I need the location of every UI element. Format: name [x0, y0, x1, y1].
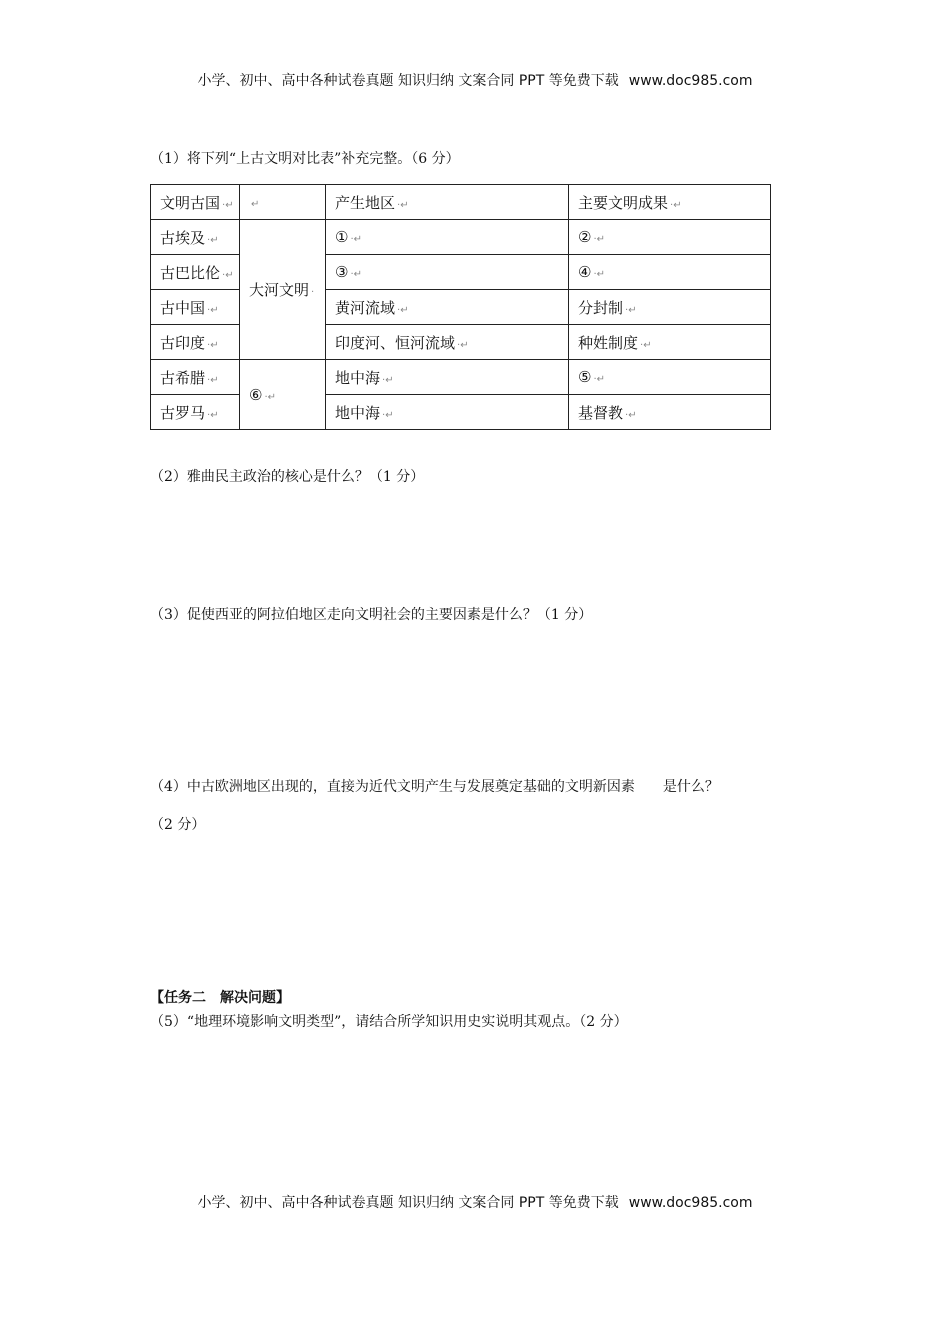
footer-url[interactable]: www.doc985.com: [628, 1195, 753, 1211]
page-header: [0, 70, 950, 90]
country-cell: 古罗马 ·↵: [151, 395, 240, 430]
achievement-cell: 分封制 ·↵: [569, 290, 771, 325]
civilization-table: [150, 184, 771, 430]
page-footer: [0, 1192, 950, 1212]
header-country: 文明古国 ·↵: [151, 185, 240, 220]
achievement-cell: ④ ·↵: [569, 255, 771, 290]
country-cell: 古中国 ·↵: [151, 290, 240, 325]
group-river-civilization: 大河文明 ·: [240, 220, 326, 360]
achievement-cell: 基督教 ·↵: [569, 395, 771, 430]
region-cell: 地中海 ·↵: [326, 360, 569, 395]
table-row: [151, 360, 771, 395]
group-blank-6: ⑥ ·↵: [240, 360, 326, 430]
region-cell: 印度河、恒河流域 ·↵: [326, 325, 569, 360]
task-2-heading: 【任务二 解决问题】: [150, 990, 290, 1006]
question-5: （5）“地理环境影响文明类型”，请结合所学知识用史实说明其观点。（2 分）: [150, 1014, 628, 1030]
achievement-cell: ⑤ ·↵: [569, 360, 771, 395]
header-region: 产生地区 ·↵: [326, 185, 569, 220]
table-header-row: [151, 185, 771, 220]
header-type: ↵: [240, 185, 326, 220]
country-cell: 古印度 ·↵: [151, 325, 240, 360]
header-achievement: 主要文明成果 ·↵: [569, 185, 771, 220]
question-4: （4）中古欧洲地区出现的，直接为近代文明产生与发展奠定基础的文明新因素 是什么？: [150, 779, 719, 795]
achievement-cell: ② ·↵: [569, 220, 771, 255]
question-3: （3）促使西亚的阿拉伯地区走向文明社会的主要因素是什么？（1 分）: [150, 607, 593, 623]
header-url[interactable]: www.doc985.com: [628, 73, 753, 89]
region-cell: ③ ·↵: [326, 255, 569, 290]
achievement-cell: 种姓制度 ·↵: [569, 325, 771, 360]
question-4-score: （2 分）: [150, 817, 206, 833]
country-cell: 古埃及 ·↵: [151, 220, 240, 255]
region-cell: 黄河流域 ·↵: [326, 290, 569, 325]
question-1: （1）将下列“上古文明对比表”补充完整。（6 分）: [150, 151, 460, 167]
header-text: 小学、初中、高中各种试卷真题 知识归纳 文案合同 PPT 等免费下载: [197, 73, 619, 89]
question-2: （2）雅曲民主政治的核心是什么？（1 分）: [150, 469, 425, 485]
country-cell: 古巴比伦 ·↵: [151, 255, 240, 290]
country-cell: 古希腊 ·↵: [151, 360, 240, 395]
region-cell: 地中海 ·↵: [326, 395, 569, 430]
footer-text: 小学、初中、高中各种试卷真题 知识归纳 文案合同 PPT 等免费下载: [197, 1195, 619, 1211]
table-row: [151, 220, 771, 255]
region-cell: ① ·↵: [326, 220, 569, 255]
